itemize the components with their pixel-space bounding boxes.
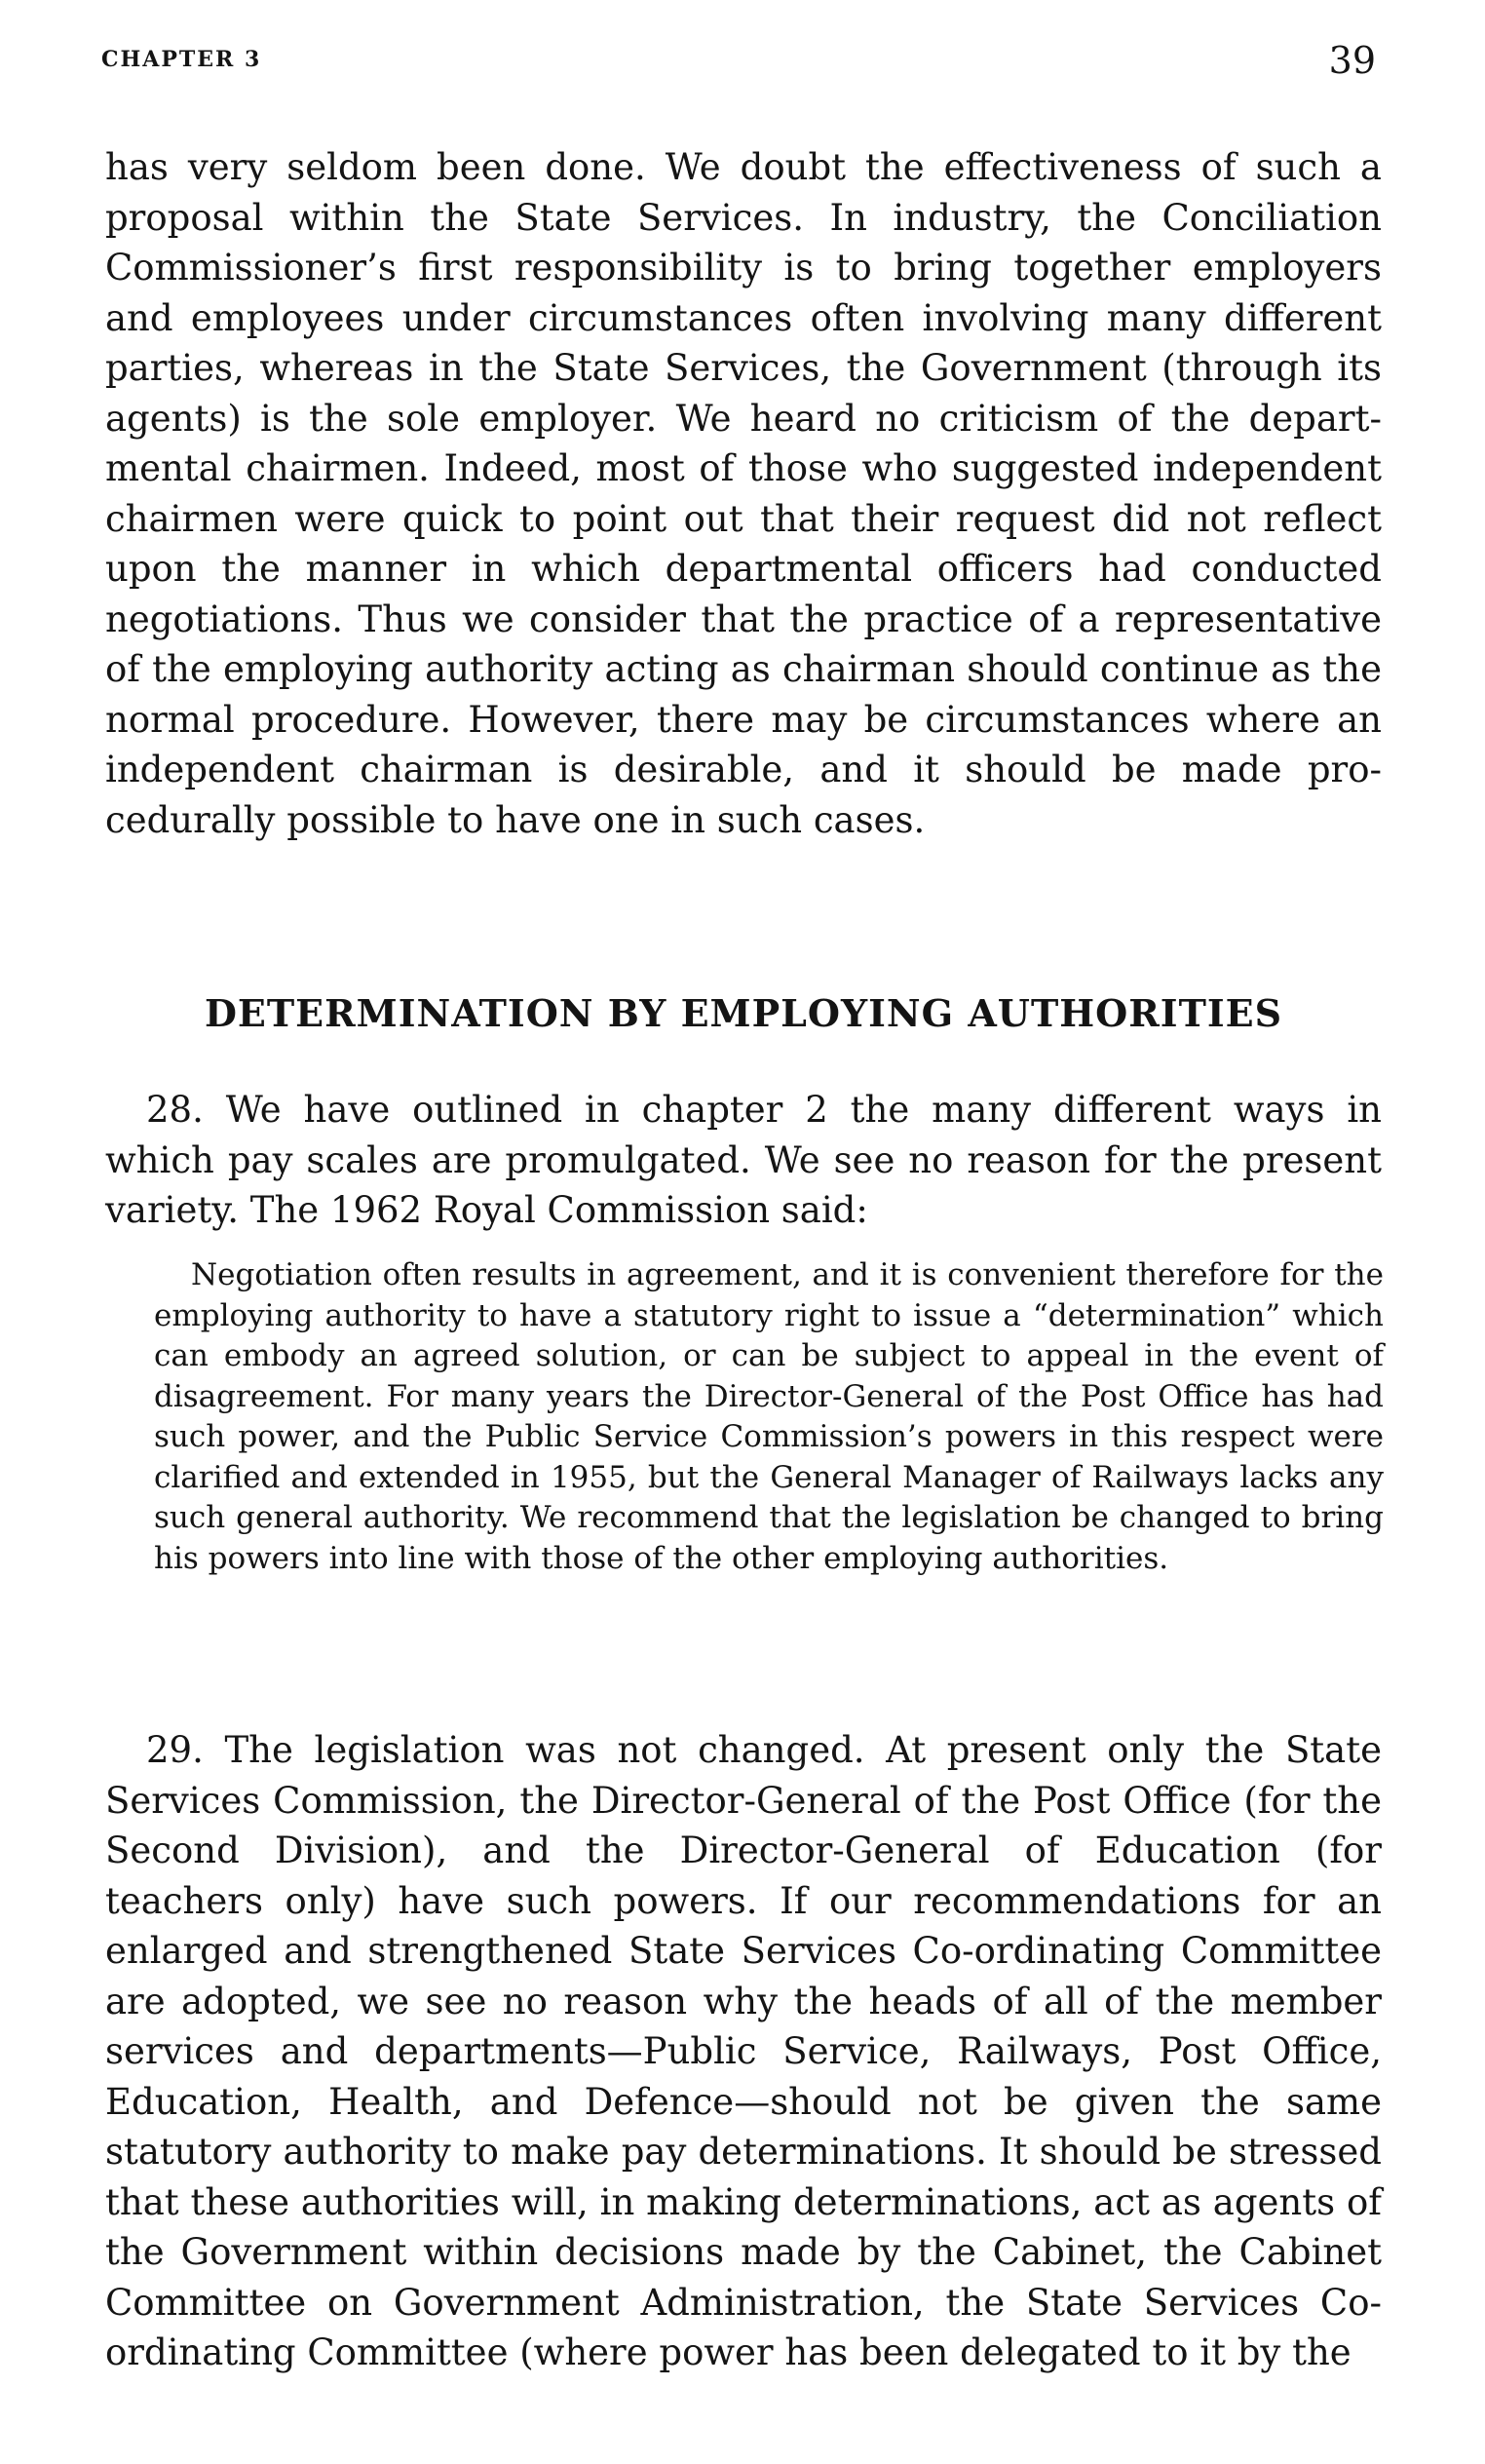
running-head: CHAPTER 3 bbox=[101, 47, 262, 72]
continuation-paragraph: has very seldom been done. We doubt the effectiveness of such a proposal within the State Services. In industry, the Conciliation Commissioner’s first responsibility is to bring together employers and employees under circumstances often involving many different parties, whereas in the State Services, the Government (through its agents) is the sole employer. We heard no criticism of the departmental chairmen. Indeed, most of those who suggested independent chairmen were quick to point out that their request did not reflect upon the manner in which departmental officers had conducted negotiations. Thus we consider that the practice of a representative of the employing authority acting as chairman should continue as the normal procedure. However, there may be circumstances where an independent chairman is desirable, and it should be made procedurally possible to have one in such cases. bbox=[105, 146, 1382, 841]
section-heading: DETERMINATION BY EMPLOYING AUTHORITIES bbox=[204, 991, 1283, 1035]
paragraph-28: 28. We have outlined in chapter 2 the many different ways in which pay scales are promulgated. We see no reason for the present variety. The 1962 Royal Commission said: bbox=[105, 1089, 1382, 1231]
paragraph-29: 29. The legislation was not changed. At present only the State Services Commission, the Director-General of the Post Office (for the Second Division), and the Director-General of Education (for teachers only) have such powers. If our recommendations for an enlarged and strengthened State Services Co-ordinating Committee are adopted, we see no reason why the heads of all of the member services and departments—Public Service, Railways, Post Office, Education, Health, and Defence—should not be given the same statutory authority to make pay determinations. It should be stressed that these authorities will, in making determinations, act as agents of the Government within decisions made by the Cabinet, the Cabinet Committee on Government Administration, the State Services Coordinating Committee (where power has been delegated to it by the bbox=[105, 1729, 1382, 2373]
page-number: 39 bbox=[1328, 39, 1376, 82]
block-quotation: Negotiation often results in agreement, and it is convenient therefore for the employing authority to have a statutory right to issue a “determination” which can embody an agreed solution, or can be subject to appeal in the event of disagreement. For many years the Director-General of the Post Office has had such power, and the Public Service Commission’s powers in this respect were clarified and extended in 1955, but the General Manager of Railways lacks any such general authority. We recommend that the legislation be changed to bring his powers into line with those of the other employing authorities. bbox=[154, 1257, 1384, 1576]
